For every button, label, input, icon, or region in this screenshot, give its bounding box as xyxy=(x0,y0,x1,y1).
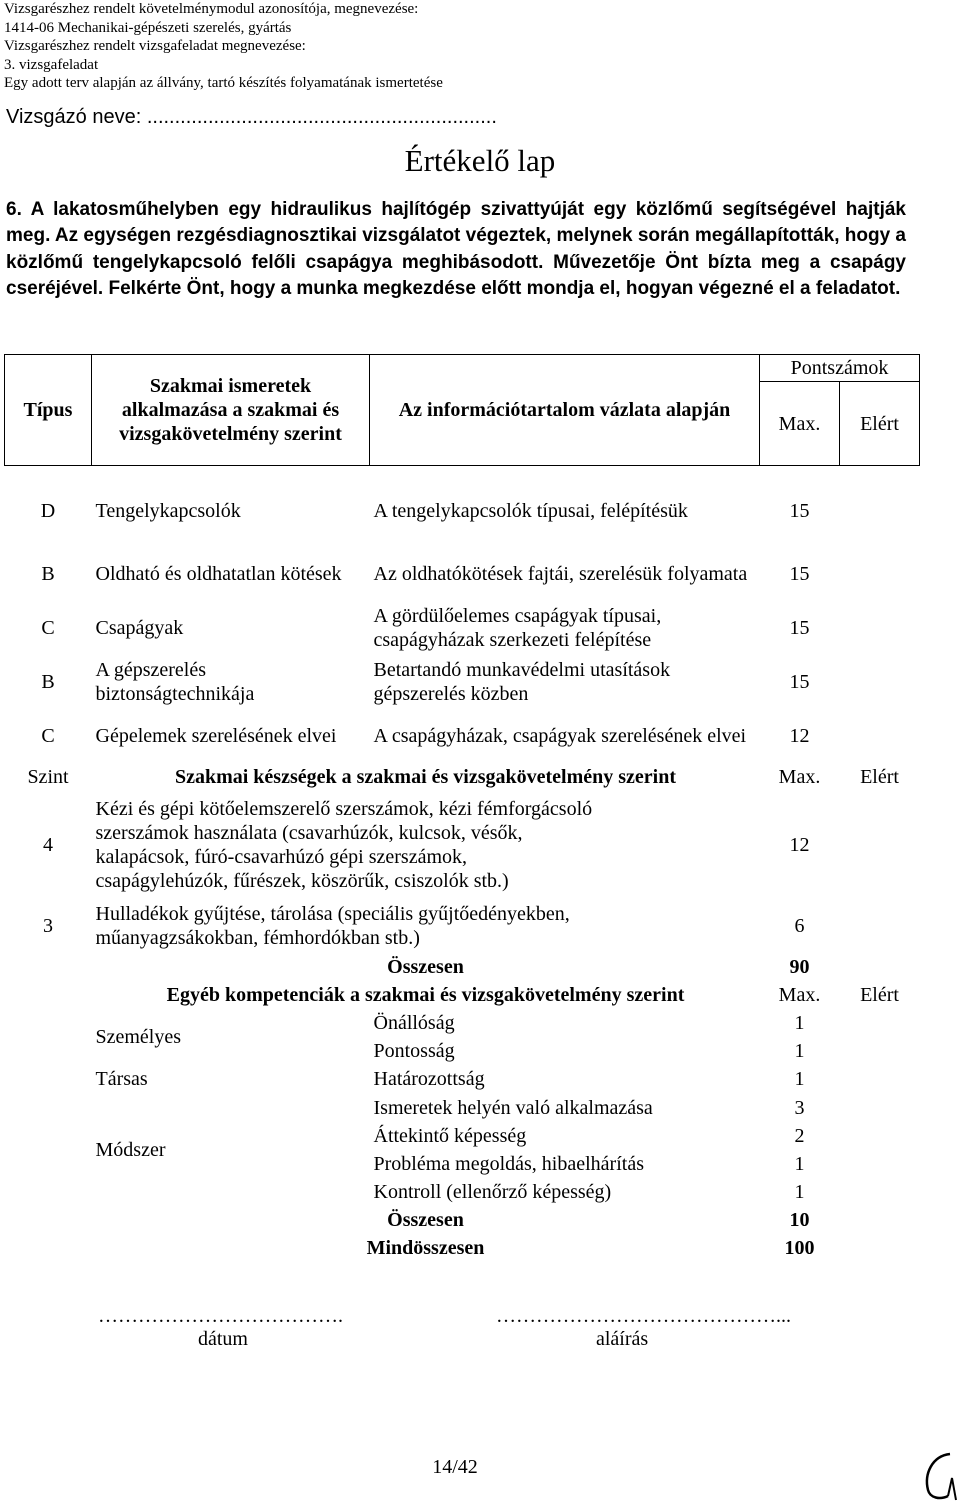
row-topic: Tengelykapcsolók xyxy=(95,499,241,522)
competency-max: 2 xyxy=(794,1124,805,1147)
subtotal-label: Összesen xyxy=(387,1208,464,1231)
grand-total-row xyxy=(5,1234,920,1262)
skills-header-row xyxy=(5,763,920,791)
date-label: dátum xyxy=(198,1328,248,1350)
row-type: C xyxy=(41,724,55,747)
row-content: A tengelykapcsolók típusai, felépítésük xyxy=(373,499,688,522)
skills-max-header: Max. xyxy=(778,765,821,788)
competency-name: Probléma megoldás, hibaelhárítás xyxy=(373,1152,644,1175)
row-achieved xyxy=(840,655,920,709)
competency-max: 3 xyxy=(794,1096,805,1119)
competency-group: Személyes xyxy=(95,1025,182,1048)
row-type: C xyxy=(41,616,55,639)
competency-name: Pontosság xyxy=(373,1039,455,1062)
header-line: Vizsgarészhez rendelt követelménymodul azonosítója, megnevezése: xyxy=(4,1,419,17)
header-line: 3. vizsgafeladat xyxy=(4,56,99,73)
row-achieved xyxy=(840,709,920,763)
other-competencies-header xyxy=(5,981,920,1009)
examinee-name-line: Vizsgázó neve: ............................................................... xyxy=(6,106,497,128)
header-points: Pontszámok xyxy=(760,355,920,382)
skill-text: Kézi és gépi kötőelemszerelő szerszámok, kézi fémforgácsoló szerszámok használata (csavarhúzók, kulcsok, vésők, kalapácsok, fúró-csavarhúzó gépi szerszámok, csapágylehúzók, fűrészek, köszörűk, csiszolók stb.) xyxy=(95,797,593,892)
subtotal-row xyxy=(5,1206,920,1234)
competency-max: 1 xyxy=(794,1011,805,1034)
other-title: Egyéb kompetenciák a szakmai és vizsgakövetelmény szerint xyxy=(166,983,685,1006)
row-topic: Csapágyak xyxy=(95,616,184,639)
subtotal-label: Összesen xyxy=(387,955,464,978)
row-content: Betartandó munkavédelmi utasítások gépszerelés közben xyxy=(373,658,671,705)
grand-total-label: Mindösszesen xyxy=(366,1236,485,1259)
competency-group: Társas xyxy=(95,1068,148,1090)
row-max: 15 xyxy=(789,562,810,585)
competency-max: 1 xyxy=(794,1039,805,1062)
subtotal-value: 90 xyxy=(789,955,810,978)
competency-row xyxy=(5,1009,920,1037)
other-max-header: Max. xyxy=(778,983,821,1006)
row-max: 15 xyxy=(789,670,810,693)
skill-max: 12 xyxy=(789,833,810,856)
signature-line: ……………………………………... xyxy=(496,1305,791,1327)
page-title: Értékelő lap xyxy=(404,143,556,178)
signature-label: aláírás xyxy=(596,1328,649,1350)
header-line: Egy adott terv alapján az állvány, tartó készítés folyamatának ismertetése xyxy=(4,75,443,92)
competency-name: Áttekintő képesség xyxy=(373,1124,527,1147)
knowledge-row xyxy=(5,709,920,763)
header-line: Vizsgarészhez rendelt vizsgafeladat megnevezése: xyxy=(4,38,306,55)
skills-title: Szakmai készségek a szakmai és vizsgakövetelmény szerint xyxy=(174,765,677,788)
row-type: D xyxy=(40,499,56,522)
grand-total-value: 100 xyxy=(784,1236,815,1259)
subtotal-row xyxy=(5,953,920,981)
row-type: B xyxy=(41,562,55,585)
skill-level: 4 xyxy=(43,833,53,856)
skills-row xyxy=(5,899,920,953)
handwritten-mark xyxy=(922,1450,958,1507)
task-description: 6. A lakatosműhelyben egy hidraulikus hajlítógép szivattyúját egy közlőmű segítségével hajtják meg. Az egységen rezgésdiagnosztikai vizsgálatot végeztek, melynek során megállapították, hogy a közlőmű tengelykapcsoló felőli csapágya meghibásodott. Művezetője Önt bízta meg a csapágy cseréjével. Felkérte Önt, hogy a munka megkezdése előtt mondja el, hogyan végezné el a feladatot. xyxy=(6,199,906,299)
competency-name: Ismeretek helyén való alkalmazása xyxy=(373,1096,653,1119)
row-achieved xyxy=(840,487,920,535)
skills-level-header: Szint xyxy=(27,765,69,788)
header-info: Az információtartalom vázlata alapján xyxy=(370,355,760,466)
header-max: Max. xyxy=(760,382,840,466)
competency-name: Önállóság xyxy=(373,1011,455,1034)
skill-max: 6 xyxy=(794,914,805,937)
skill-text: Hulladékok gyűjtése, tárolása (speciális gyűjtőedényekben, műanyagzsákokban, fémhordókban stb.) xyxy=(95,902,570,949)
row-content: A csapágyházak, csapágyak szerelésének elvei xyxy=(373,724,747,747)
evaluation-table xyxy=(4,354,920,1262)
row-topic: Oldható és oldhatatlan kötések xyxy=(95,562,342,585)
header-knowledge: Szakmai ismeretek alkalmazása a szakmai és vizsgakövetelmény szerint xyxy=(92,355,370,466)
skills-row xyxy=(5,791,920,899)
competency-max: 1 xyxy=(794,1068,805,1090)
row-content: A gördülőelemes csapágyak típusai, csapágyházak szerkezeti felépítése xyxy=(373,604,662,651)
row-achieved xyxy=(840,601,920,655)
row-max: 15 xyxy=(789,616,810,639)
skills-achieved-header: Elért xyxy=(860,765,899,788)
other-achieved-header: Elért xyxy=(860,983,899,1006)
skill-achieved xyxy=(840,899,920,953)
competency-name: Kontroll (ellenőrző képesség) xyxy=(373,1180,612,1203)
competency-name: Határozottság xyxy=(373,1068,485,1090)
competency-row xyxy=(5,1094,920,1122)
knowledge-row xyxy=(5,655,920,709)
skill-level: 3 xyxy=(43,914,53,937)
row-max: 12 xyxy=(789,724,810,747)
competency-group: Módszer xyxy=(95,1138,166,1161)
row-topic: A gépszerelés biztonságtechnikája xyxy=(95,658,255,705)
header-achieved: Elért xyxy=(840,382,920,466)
row-achieved xyxy=(840,547,920,601)
row-max: 15 xyxy=(789,499,810,522)
competency-max: 1 xyxy=(794,1180,805,1203)
row-content: Az oldhatókötések fajtái, szerelésük folyamata xyxy=(373,562,748,585)
page-number: 14/42 xyxy=(432,1456,478,1478)
header-type: Típus xyxy=(5,355,92,466)
skill-achieved xyxy=(840,791,920,899)
knowledge-row xyxy=(5,487,920,535)
date-signature-line: ………………………………. xyxy=(98,1305,343,1327)
row-type: B xyxy=(41,670,55,693)
header-line: 1414-06 Mechanikai-gépészeti szerelés, gyártás xyxy=(4,19,292,36)
document-header xyxy=(4,0,443,93)
row-topic: Gépelemek szerelésének elvei xyxy=(95,724,337,747)
competency-max: 1 xyxy=(794,1152,805,1175)
knowledge-row xyxy=(5,601,920,655)
subtotal-value: 10 xyxy=(789,1208,810,1231)
competency-row xyxy=(5,1065,920,1094)
knowledge-row xyxy=(5,547,920,601)
